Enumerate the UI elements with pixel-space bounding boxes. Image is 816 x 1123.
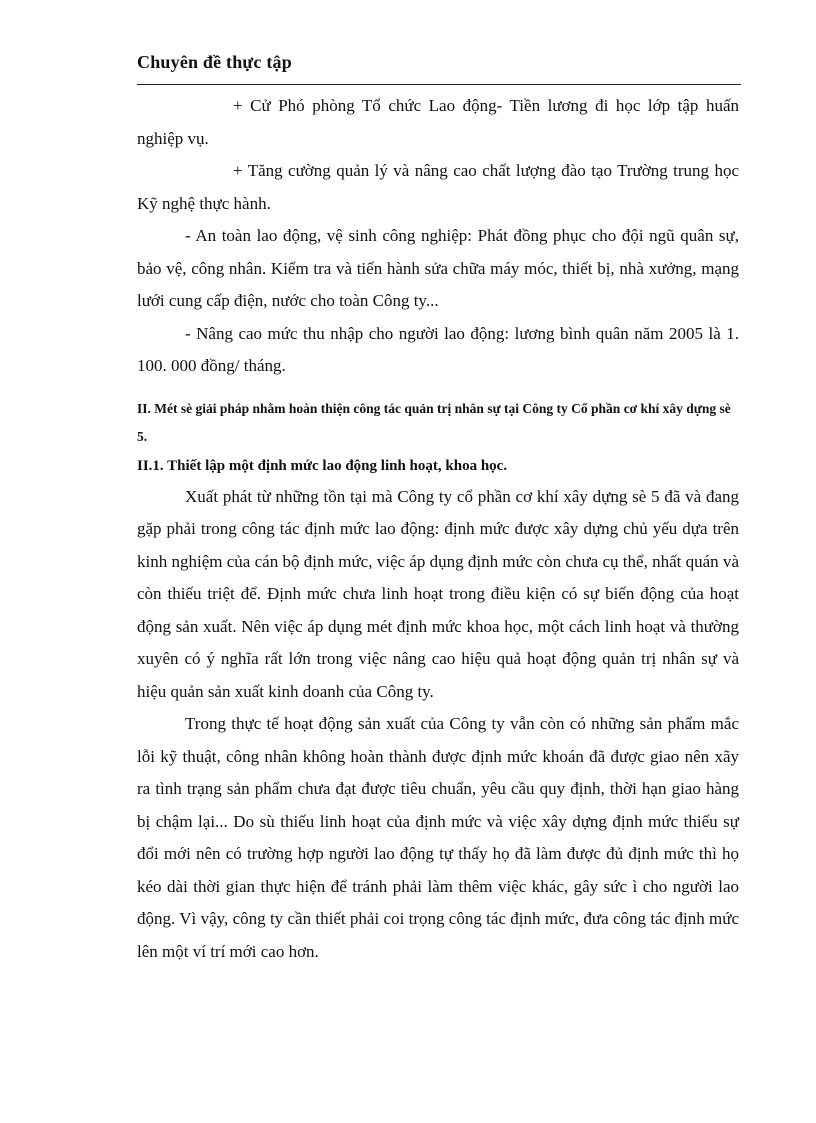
paragraph-norm-practice: Trong thực tế hoạt động sản xuất của Công ty vẫn còn có những sản phẩm mắc lỗi kỹ thuật, công nhân không hoàn thành được định mức khoán đã được giao nên xãy ra tình trạng sản phẩm chưa đạt được tiêu chuẩn, yêu cầu quy định, thời hạn giao hàng bị chậm lại... Do sù thiếu linh hoạt của định mức và việc xây dựng định mức thiếu sự đổi mới nên có trường hợp người lao động tự thấy họ đã làm được đủ định mức thì họ kéo dài thời gian thực hiện để tránh phải làm thêm việc khác, gây sức ì cho người lao động. Vì vậy, công ty cần thiết phải coi trọng công tác định mức, đưa công tác định mức lên một ví trí mới cao hơn. bbox=[137, 714, 739, 961]
section-heading: II. Mét sè giải pháp nhằm hoàn thiện công tác quản trị nhân sự tại Công ty Cổ phần cơ khí xây dựng sè 5. bbox=[137, 400, 731, 444]
header-divider bbox=[137, 84, 741, 85]
paragraph-training: + Cử Phó phòng Tổ chức Lao động- Tiền lương đi học lớp tập huấn nghiệp vụ. bbox=[137, 96, 739, 148]
subsection-heading: II.1. Thiết lập một định mức lao động linh hoạt, khoa học. bbox=[137, 457, 508, 474]
paragraph-income: - Nâng cao mức thu nhập cho người lao động: lương bình quân năm 2005 là 1. 100. 000 đồng/ tháng. bbox=[137, 323, 739, 375]
paragraph-labor-safety: - An toàn lao động, vệ sinh công nghiệp: Phát đồng phục cho đội ngũ quân sự, bảo vệ, công nhân. Kiểm tra và tiến hành sửa chữa máy móc, thiết bị, nhà xưởng, mạng lưới cung cấp điện, nước cho toàn Công ty... bbox=[137, 226, 739, 310]
document-body bbox=[137, 90, 739, 968]
paragraph-norm-origin: Xuất phát từ những tồn tại mà Công ty cổ phần cơ khí xây dựng sè 5 đã và đang gặp phải trong công tác định mức lao động: định mức được xây dựng chủ yếu dựa trên kinh nghiệm của cán bộ định mức, việc áp dụng định mức còn chưa cụ thể, nhất quán và còn thiếu triệt để. Định mức chưa linh hoạt trong điều kiện có sự biến động của hoạt động sản xuất. Nên việc áp dụng mét định mức khoa học, một cách linh hoạt và thường xuyên có ý nghĩa rất lớn trong việc nâng cao hiệu quả hoạt động quản trị nhân sự và hiệu quản sản xuất kinh doanh của Công ty. bbox=[137, 486, 739, 701]
paragraph-school-quality: + Tăng cường quản lý và nâng cao chất lượng đào tạo Trường trung học Kỹ nghệ thực hành. bbox=[137, 161, 739, 213]
page-header-title: Chuyên đề thực tập bbox=[137, 52, 292, 72]
